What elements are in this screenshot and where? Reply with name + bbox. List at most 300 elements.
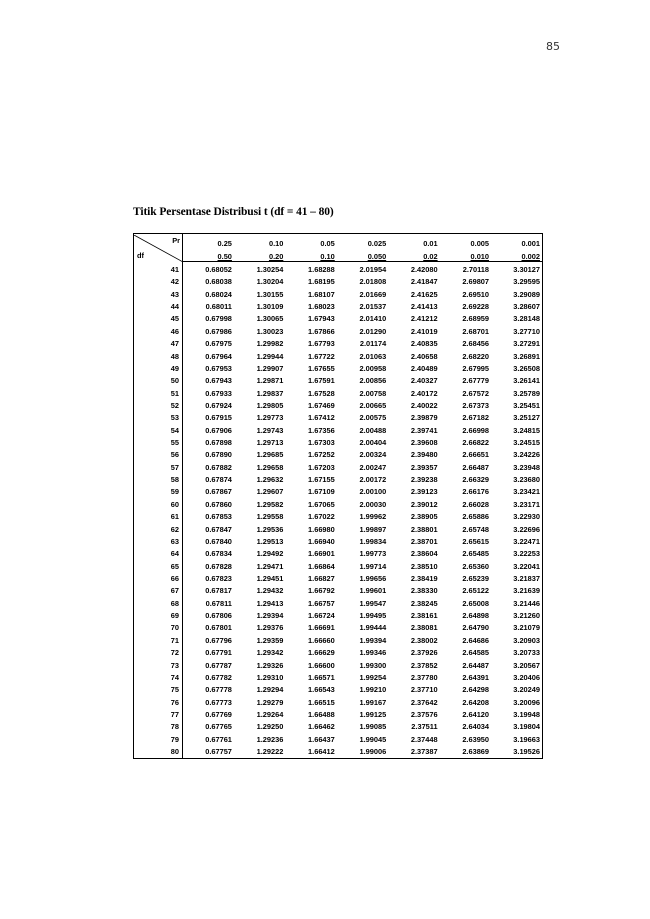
value-cell: 2.38245: [410, 598, 438, 608]
value-cell: 2.63869: [440, 746, 491, 759]
value-cell: 1.99834: [359, 536, 387, 546]
df-cell: 66: [134, 573, 183, 585]
value-cell: 2.39012: [410, 499, 438, 509]
value-cell: 2.68220: [462, 351, 490, 361]
value-cell: 3.23948: [491, 462, 542, 474]
value-cell: 1.66864: [308, 561, 335, 571]
header-one-tail-cell: 0.10: [234, 234, 285, 249]
table-row: [134, 734, 543, 746]
table-row: [134, 276, 543, 288]
value-cell: 2.65239: [462, 573, 490, 583]
value-cell: 1.99547: [359, 598, 387, 608]
value-cell: 2.38002: [410, 635, 438, 645]
value-cell: 0.67943: [205, 376, 232, 386]
value-cell: 2.37852: [410, 660, 438, 670]
value-cell: 2.67995: [462, 363, 490, 373]
value-cell: 2.40327: [410, 376, 438, 386]
value-cell: 1.29558: [256, 512, 284, 522]
df-cell: 46: [134, 326, 183, 338]
value-cell: 0.67787: [205, 660, 232, 670]
value-cell: 1.29713: [256, 438, 284, 448]
value-cell: 1.67591: [308, 376, 335, 386]
value-cell: 2.00758: [359, 388, 387, 398]
value-cell: 1.29492: [256, 549, 284, 559]
value-cell: 2.01537: [359, 302, 387, 312]
value-cell: 1.29342: [256, 648, 284, 658]
header-two-tail-cell: 0.02: [388, 248, 439, 262]
value-cell: 2.37448: [410, 734, 438, 744]
value-cell: 3.20249: [491, 684, 542, 696]
df-cell: 71: [134, 635, 183, 647]
value-cell: 1.66488: [308, 709, 335, 719]
value-cell: 1.99210: [359, 685, 387, 695]
value-cell: 1.99254: [359, 672, 387, 682]
df-cell: 42: [134, 276, 183, 288]
value-cell: 1.66571: [308, 672, 335, 682]
value-cell: 3.25127: [491, 412, 542, 424]
value-cell: 2.39741: [410, 425, 438, 435]
df-cell: 61: [134, 511, 183, 523]
table-row: [134, 635, 543, 647]
value-cell: 2.68701: [462, 326, 490, 336]
value-cell: 0.67840: [205, 536, 232, 546]
value-cell: 3.22041: [491, 561, 542, 573]
value-cell: 1.66691: [308, 623, 335, 633]
value-cell: 3.28607: [491, 301, 542, 313]
value-cell: 1.99125: [359, 709, 387, 719]
value-cell: 2.64391: [462, 672, 490, 682]
df-cell: 49: [134, 363, 183, 375]
table-row: [134, 709, 543, 721]
value-cell: 2.64790: [462, 623, 490, 633]
value-cell: 0.67811: [205, 598, 232, 608]
df-cell: 62: [134, 524, 183, 536]
table-row: [134, 400, 543, 412]
table-row: [134, 697, 543, 709]
df-cell: 47: [134, 338, 183, 350]
header-two-tail-cell: 0.50: [183, 248, 234, 262]
value-cell: 3.22930: [491, 511, 542, 523]
value-cell: 1.29607: [256, 487, 284, 497]
value-cell: 1.67022: [308, 512, 335, 522]
value-cell: 2.69807: [462, 277, 490, 287]
value-cell: 2.39480: [410, 450, 438, 460]
value-cell: 2.39123: [410, 487, 438, 497]
value-cell: 2.41413: [410, 302, 438, 312]
value-cell: 2.64120: [462, 709, 490, 719]
header-one-tail-cell: 0.025: [337, 234, 388, 249]
value-cell: 3.19948: [491, 709, 542, 721]
value-cell: 2.01669: [359, 289, 387, 299]
table-row: [134, 412, 543, 424]
value-cell: 0.67823: [205, 573, 232, 583]
value-cell: 2.41212: [410, 314, 438, 324]
table-row: [134, 363, 543, 375]
value-cell: 1.66827: [308, 573, 335, 583]
df-cell: 44: [134, 301, 183, 313]
value-cell: 2.68959: [462, 314, 490, 324]
value-cell: 2.38701: [410, 536, 438, 546]
value-cell: 1.66901: [308, 549, 335, 559]
header-two-tail-cell: 0.20: [234, 248, 285, 262]
value-cell: 2.65748: [462, 524, 490, 534]
value-cell: 1.66940: [308, 536, 335, 546]
value-cell: 1.66724: [308, 611, 335, 621]
value-cell: 0.67867: [205, 487, 232, 497]
value-cell: 2.39357: [410, 462, 438, 472]
table-body: [134, 262, 543, 759]
t-distribution-table: [133, 233, 543, 759]
value-cell: 1.67065: [308, 499, 335, 509]
value-cell: 3.25451: [491, 400, 542, 412]
value-cell: 3.24815: [491, 425, 542, 437]
value-cell: 2.66998: [462, 425, 490, 435]
value-cell: 1.67528: [308, 388, 335, 398]
value-cell: 2.00856: [359, 376, 387, 386]
value-cell: 1.30155: [256, 289, 284, 299]
value-cell: 1.29907: [256, 363, 284, 373]
value-cell: 3.24515: [491, 437, 542, 449]
table-row: [134, 301, 543, 313]
value-cell: 3.22696: [491, 524, 542, 536]
header-one-tail-cell: 0.25: [183, 234, 234, 249]
df-cell: 72: [134, 647, 183, 659]
value-cell: 3.22471: [491, 536, 542, 548]
value-cell: 1.29264: [256, 709, 284, 719]
value-cell: 1.67793: [308, 339, 335, 349]
value-cell: 1.30065: [256, 314, 284, 324]
value-cell: 3.26508: [491, 363, 542, 375]
df-cell: 75: [134, 684, 183, 696]
table-row: [134, 573, 543, 585]
value-cell: 3.28148: [491, 313, 542, 325]
table-row: [134, 746, 543, 759]
table-row: [134, 388, 543, 400]
value-cell: 1.67412: [308, 413, 335, 423]
value-cell: 0.67801: [205, 623, 232, 633]
table-row: [134, 313, 543, 325]
df-cell: 48: [134, 351, 183, 363]
value-cell: 2.39238: [410, 475, 438, 485]
value-cell: 3.21639: [491, 585, 542, 597]
value-cell: 0.67782: [205, 672, 232, 682]
value-cell: 2.68456: [462, 339, 490, 349]
df-cell: 63: [134, 536, 183, 548]
value-cell: 2.65886: [462, 512, 490, 522]
table-title: Titik Persentase Distribusi t (df = 41 – 80): [133, 206, 334, 218]
value-cell: 2.00404: [359, 438, 387, 448]
value-cell: 1.29432: [256, 586, 284, 596]
value-cell: 3.30127: [491, 262, 542, 277]
value-cell: 1.66515: [308, 697, 335, 707]
df-cell: 78: [134, 721, 183, 733]
df-cell: 51: [134, 388, 183, 400]
value-cell: 0.68052: [205, 265, 232, 274]
df-cell: 79: [134, 734, 183, 746]
value-cell: 2.65485: [462, 549, 490, 559]
value-cell: 3.20733: [491, 647, 542, 659]
table-row: [134, 721, 543, 733]
value-cell: 0.67933: [205, 388, 232, 398]
table-row: [134, 449, 543, 461]
value-cell: 0.67761: [205, 734, 232, 744]
value-cell: 2.64585: [462, 648, 490, 658]
value-cell: 2.65122: [462, 586, 490, 596]
df-cell: 52: [134, 400, 183, 412]
df-cell: 70: [134, 622, 183, 634]
value-cell: 2.01410: [359, 314, 387, 324]
value-cell: 2.38905: [410, 512, 438, 522]
value-cell: 1.29685: [256, 450, 284, 460]
value-cell: 3.20567: [491, 660, 542, 672]
value-cell: 2.38419: [410, 573, 438, 583]
table-row: [134, 474, 543, 486]
df-cell: 77: [134, 709, 183, 721]
header-one-tail-cell: 0.05: [285, 234, 336, 249]
value-cell: 1.99962: [359, 512, 387, 522]
value-cell: 2.37511: [411, 722, 438, 732]
value-cell: 2.37576: [410, 709, 438, 719]
value-cell: 0.67898: [205, 438, 232, 448]
value-cell: 1.99444: [359, 623, 387, 633]
df-cell: 56: [134, 449, 183, 461]
value-cell: 1.99656: [359, 573, 387, 583]
header-two-tail-cell: 0.10: [285, 248, 336, 262]
value-cell: 2.64034: [462, 722, 490, 732]
value-cell: 2.64487: [462, 660, 490, 670]
page-number: 85: [546, 40, 560, 53]
value-cell: 2.01954: [359, 265, 387, 274]
value-cell: 0.67791: [205, 648, 232, 658]
value-cell: 2.67373: [462, 400, 490, 410]
value-cell: 1.67943: [308, 314, 335, 324]
value-cell: 1.66543: [308, 685, 335, 695]
value-cell: 1.29222: [234, 746, 285, 759]
value-cell: 2.38330: [410, 586, 438, 596]
value-cell: 1.67356: [308, 425, 335, 435]
value-cell: 1.99714: [359, 561, 387, 571]
table-row: [134, 351, 543, 363]
df-cell: 67: [134, 585, 183, 597]
value-cell: 1.29326: [256, 660, 284, 670]
value-cell: 2.01290: [359, 326, 387, 336]
table-row: [134, 462, 543, 474]
value-cell: 3.21446: [491, 598, 542, 610]
value-cell: 0.68011: [205, 302, 232, 312]
value-cell: 2.65008: [462, 598, 490, 608]
value-cell: 1.29513: [256, 536, 284, 546]
header-two-tail-cell: 0.050: [337, 248, 388, 262]
value-cell: 2.65360: [462, 561, 490, 571]
value-cell: 0.67986: [205, 326, 232, 336]
df-cell: 80: [134, 746, 183, 759]
value-cell: 2.00575: [359, 413, 387, 423]
table-row: [134, 326, 543, 338]
df-cell: 55: [134, 437, 183, 449]
value-cell: 0.67874: [205, 475, 232, 485]
value-cell: 1.66600: [308, 660, 335, 670]
value-cell: 1.67866: [308, 326, 335, 336]
value-cell: 3.21079: [491, 622, 542, 634]
df-cell: 45: [134, 313, 183, 325]
value-cell: 2.39608: [410, 438, 438, 448]
value-cell: 2.00247: [359, 462, 387, 472]
value-cell: 1.29376: [256, 623, 284, 633]
value-cell: 1.29310: [256, 672, 284, 682]
value-cell: 1.29805: [256, 400, 284, 410]
value-cell: 2.63950: [462, 734, 490, 744]
value-cell: 1.30109: [256, 302, 284, 312]
value-cell: 2.64898: [462, 611, 490, 621]
value-cell: 2.38604: [410, 549, 438, 559]
value-cell: 2.00958: [359, 363, 387, 373]
value-cell: 0.67998: [205, 314, 232, 324]
value-cell: 2.67779: [462, 376, 490, 386]
table-row: [134, 524, 543, 536]
value-cell: 2.00488: [359, 425, 387, 435]
value-cell: 1.99495: [359, 611, 387, 621]
value-cell: 1.29658: [256, 462, 284, 472]
header-one-tail-cell: 0.01: [388, 234, 439, 249]
table-row: [134, 437, 543, 449]
value-cell: 1.99601: [359, 586, 387, 596]
value-cell: 1.29743: [256, 425, 284, 435]
value-cell: 3.26141: [491, 375, 542, 387]
value-cell: 1.29279: [256, 697, 284, 707]
value-cell: 0.67773: [205, 697, 232, 707]
probability-label: Pr: [172, 235, 180, 245]
df-cell: 59: [134, 486, 183, 498]
value-cell: 2.66329: [462, 475, 490, 485]
value-cell: 1.29944: [256, 351, 284, 361]
table-row: [134, 684, 543, 696]
value-cell: 3.20406: [491, 672, 542, 684]
value-cell: 2.67182: [462, 413, 490, 423]
value-cell: 1.67155: [308, 475, 335, 485]
value-cell: 2.69510: [462, 289, 490, 299]
value-cell: 2.00030: [359, 499, 387, 509]
value-cell: 1.66980: [308, 524, 335, 534]
value-cell: 0.67953: [205, 363, 232, 373]
value-cell: 2.01063: [359, 351, 387, 361]
df-cell: 50: [134, 375, 183, 387]
value-cell: 2.00172: [359, 475, 387, 485]
value-cell: 2.66176: [462, 487, 490, 497]
value-cell: 0.67860: [205, 499, 232, 509]
value-cell: 1.67722: [308, 351, 335, 361]
value-cell: 2.40489: [410, 363, 438, 373]
value-cell: 2.64208: [462, 697, 490, 707]
value-cell: 1.29359: [256, 635, 284, 645]
value-cell: 2.70118: [462, 265, 490, 274]
value-cell: 1.66660: [308, 635, 335, 645]
value-cell: 2.38510: [410, 561, 438, 571]
value-cell: 2.38081: [410, 623, 438, 633]
df-cell: 54: [134, 425, 183, 437]
value-cell: 2.38161: [410, 611, 438, 621]
table-row: [134, 375, 543, 387]
df-cell: 64: [134, 548, 183, 560]
value-cell: 3.25789: [491, 388, 542, 400]
value-cell: 1.66757: [308, 598, 335, 608]
value-cell: 3.26891: [491, 351, 542, 363]
value-cell: 1.67303: [308, 438, 335, 448]
value-cell: 2.40835: [410, 339, 438, 349]
value-cell: 1.30204: [256, 277, 284, 287]
table-row: [134, 660, 543, 672]
value-cell: 3.23171: [491, 499, 542, 511]
value-cell: 1.29773: [256, 413, 284, 423]
value-cell: 1.30254: [256, 265, 284, 274]
value-cell: 0.67853: [205, 512, 232, 522]
df-cell: 68: [134, 598, 183, 610]
df-cell: 43: [134, 289, 183, 301]
table-row: [134, 647, 543, 659]
value-cell: 1.99300: [359, 660, 387, 670]
header-two-tail-cell: 0.002: [491, 248, 542, 262]
value-cell: 1.68023: [308, 302, 335, 312]
value-cell: 2.01174: [359, 339, 387, 349]
value-cell: 1.99167: [359, 697, 387, 707]
header-row-two-tail: [134, 248, 543, 262]
table-row: [134, 486, 543, 498]
value-cell: 1.67203: [308, 462, 335, 472]
value-cell: 3.19804: [491, 721, 542, 733]
value-cell: 1.67252: [308, 450, 335, 460]
value-cell: 0.67890: [205, 450, 232, 460]
value-cell: 3.27710: [491, 326, 542, 338]
table-row: [134, 561, 543, 573]
value-cell: 3.29089: [491, 289, 542, 301]
table-row: [134, 598, 543, 610]
value-cell: 2.38801: [410, 524, 438, 534]
value-cell: 2.37926: [410, 648, 438, 658]
value-cell: 0.67757: [183, 746, 234, 759]
value-cell: 0.67915: [205, 413, 232, 423]
table-row: [134, 548, 543, 560]
value-cell: 1.99394: [359, 635, 387, 645]
value-cell: 3.19526: [491, 746, 542, 759]
value-cell: 2.00324: [359, 450, 387, 460]
value-cell: 1.66437: [308, 734, 335, 744]
df-cell: 60: [134, 499, 183, 511]
table-row: [134, 425, 543, 437]
value-cell: 0.67765: [205, 722, 232, 732]
value-cell: 1.99773: [359, 549, 387, 559]
value-cell: 1.29250: [256, 722, 284, 732]
value-cell: 1.66629: [308, 648, 335, 658]
value-cell: 2.37780: [410, 672, 438, 682]
value-cell: 2.64686: [462, 635, 490, 645]
value-cell: 1.99897: [359, 524, 387, 534]
value-cell: 1.29982: [256, 339, 284, 349]
value-cell: 1.67655: [308, 363, 335, 373]
value-cell: 3.27291: [491, 338, 542, 350]
value-cell: 2.41019: [410, 326, 438, 336]
value-cell: 2.37710: [410, 685, 438, 695]
header-row-one-tail: [134, 234, 543, 249]
value-cell: 2.37387: [388, 746, 439, 759]
value-cell: 0.67806: [205, 611, 232, 621]
df-cell: 69: [134, 610, 183, 622]
table-row: [134, 289, 543, 301]
value-cell: 1.29582: [256, 499, 284, 509]
value-cell: 1.29236: [256, 734, 284, 744]
value-cell: 2.40172: [410, 388, 438, 398]
value-cell: 1.29451: [256, 573, 284, 583]
value-cell: 1.99006: [337, 746, 388, 759]
value-cell: 2.41847: [410, 277, 438, 287]
